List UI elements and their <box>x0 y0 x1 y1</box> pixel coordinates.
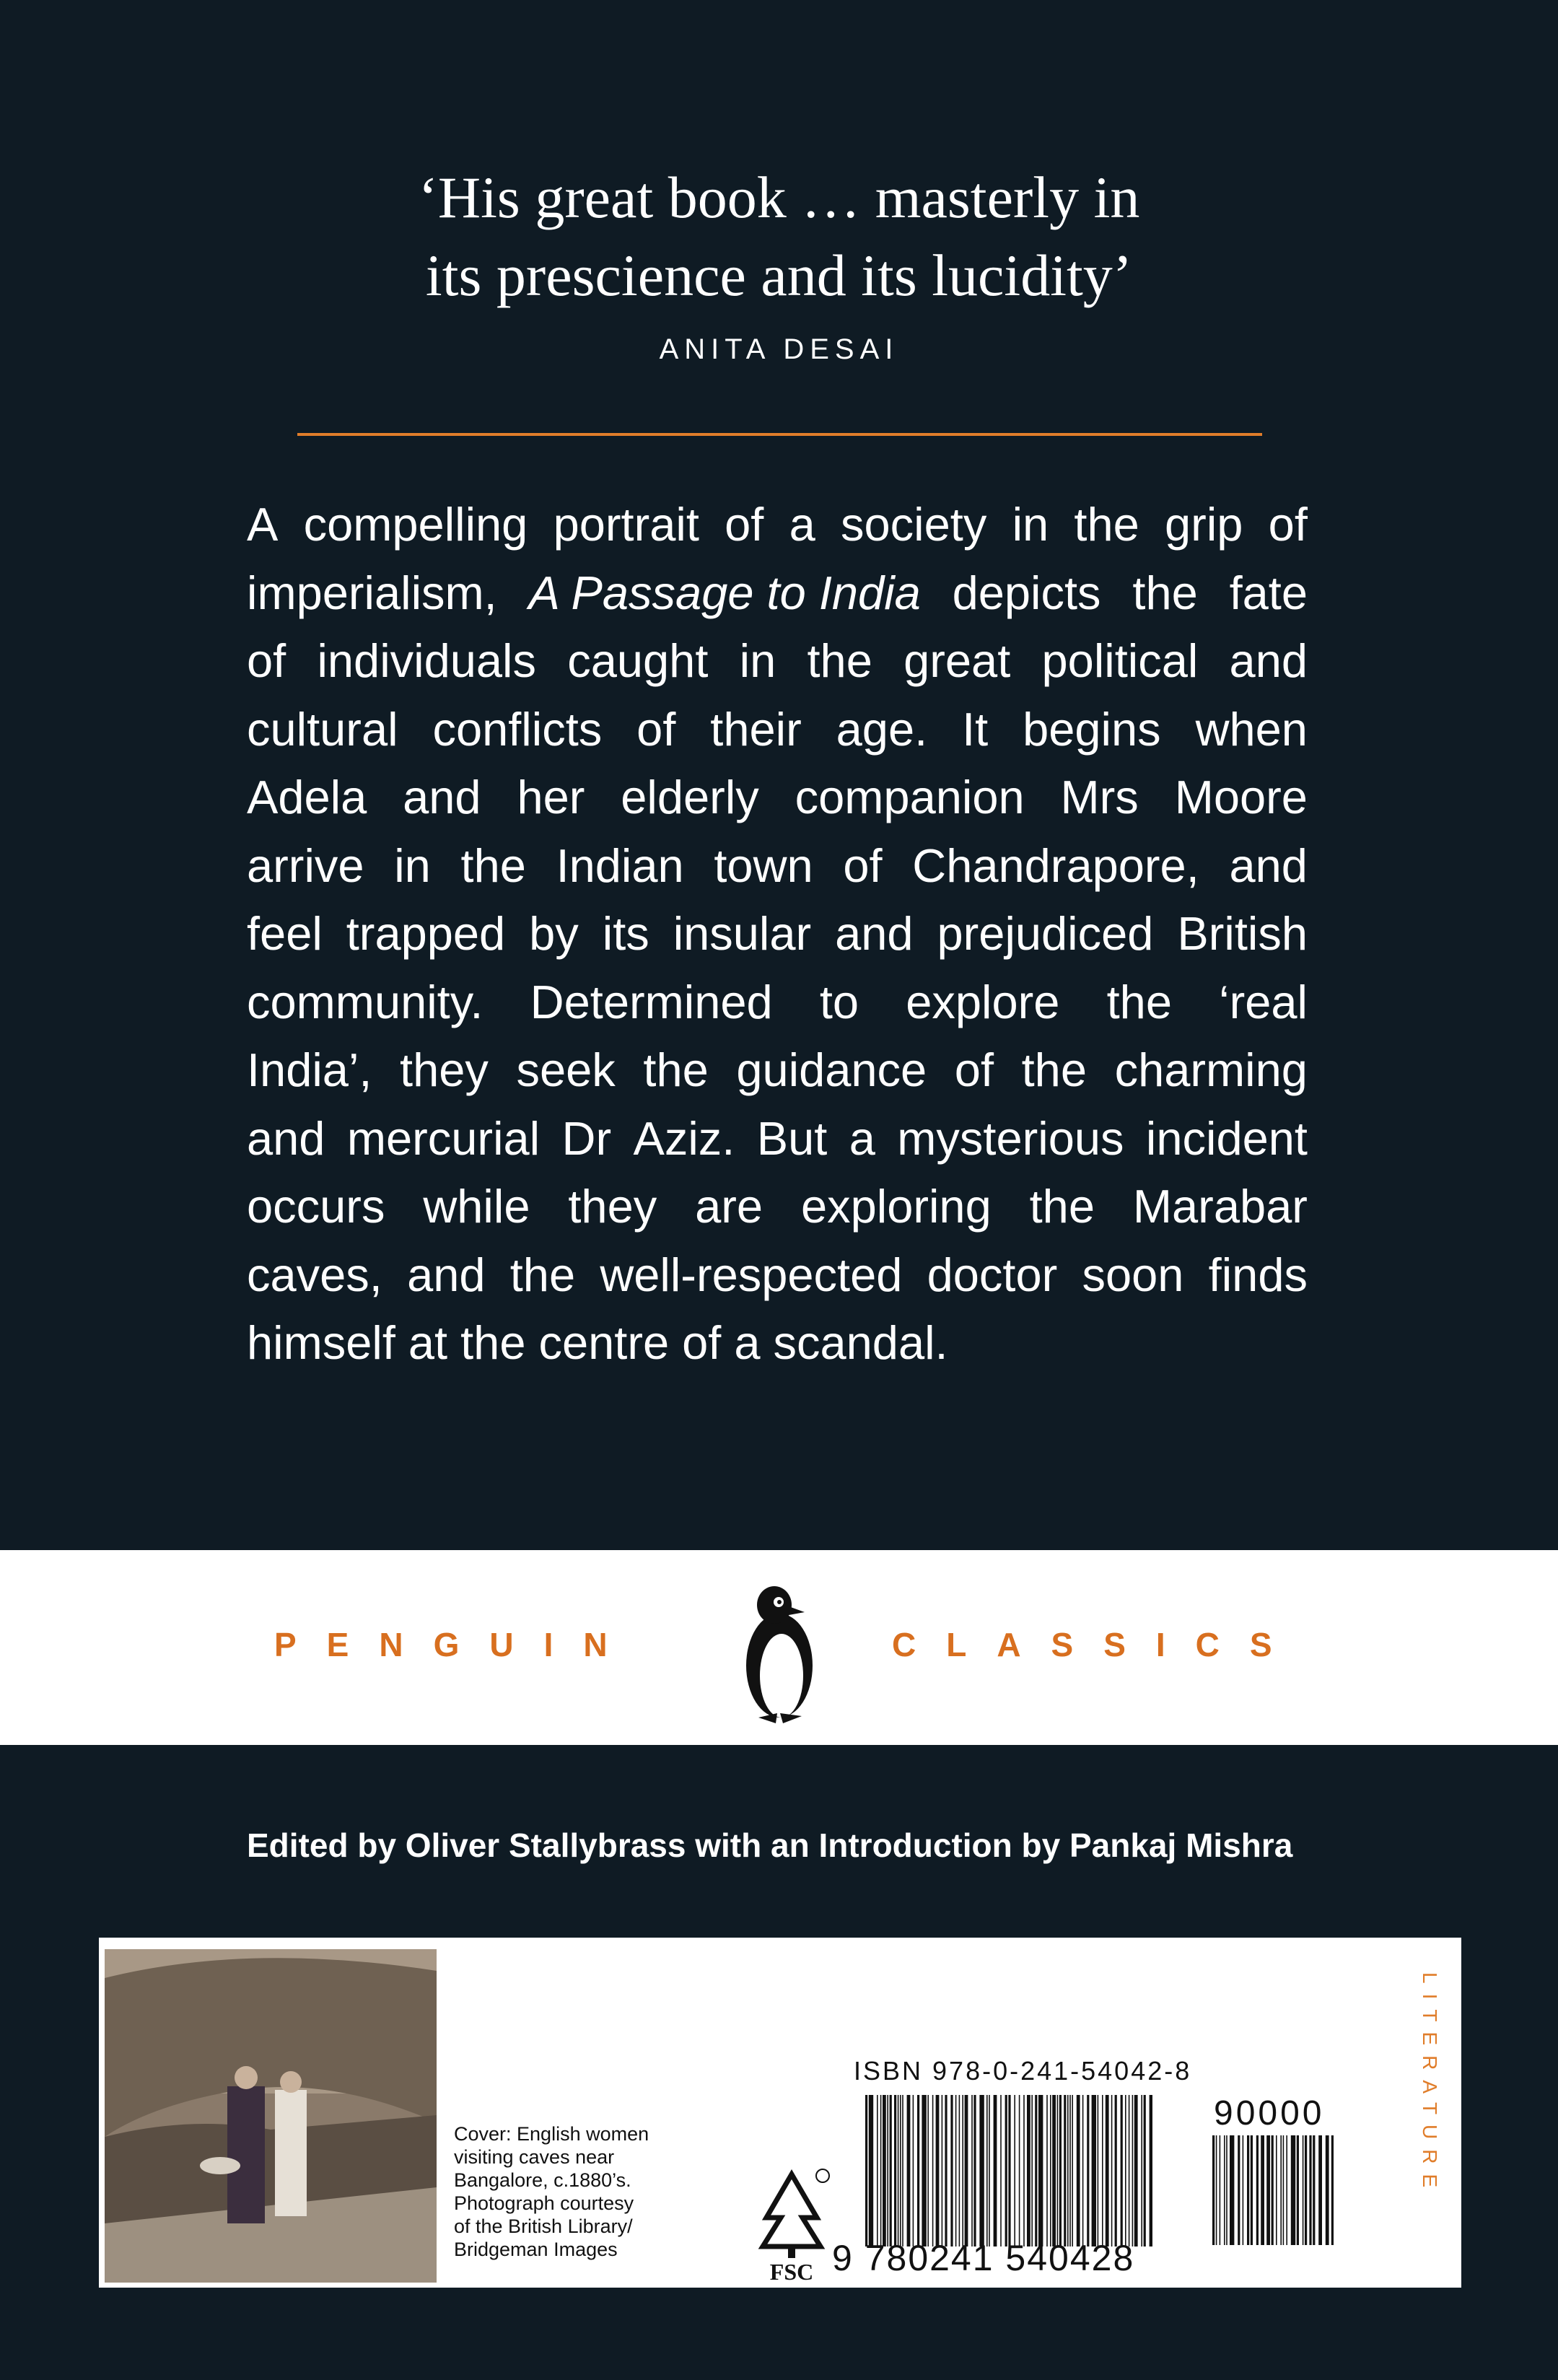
isbn-text: ISBN 978-0-241-54042-8 <box>854 2056 1192 2086</box>
barcode-bar <box>1023 2095 1025 2246</box>
penguin-icon <box>732 1580 826 1725</box>
barcode-bar <box>1305 2135 1307 2245</box>
blurb-word: caves, <box>247 1248 382 1301</box>
blurb-word: the <box>509 1248 576 1301</box>
cover-photo-thumbnail <box>105 1949 437 2283</box>
blurb-word: Indian <box>556 839 684 892</box>
barcode-bar <box>971 2095 973 2246</box>
blurb-line <box>247 559 1308 628</box>
credit-line: of the British Library/ <box>454 2215 633 2237</box>
quote-attribution: ANITA DESAI <box>659 333 899 365</box>
barcode-bar <box>994 2095 997 2246</box>
barcode-bar <box>942 2095 943 2246</box>
pull-quote <box>0 159 1558 315</box>
blurb-word: a <box>789 498 815 551</box>
blurb-word: elderly <box>621 771 759 823</box>
barcode-bar <box>894 2095 896 2246</box>
blurb-line <box>247 900 1308 968</box>
blurb-word: ‘real <box>1219 975 1308 1028</box>
barcode-bar <box>1072 2095 1073 2246</box>
blurb-word: and <box>407 1248 486 1301</box>
blurb-word: and <box>835 907 914 960</box>
blurb-word: in <box>394 839 431 892</box>
blurb-word: cultural <box>247 702 398 756</box>
barcode-bar <box>1038 2095 1043 2246</box>
barcode-bar <box>877 2095 878 2246</box>
blurb-word: a <box>734 1316 761 1369</box>
blurb-line <box>247 1036 1308 1105</box>
barcode-bar <box>1035 2095 1037 2246</box>
blurb-word: companion <box>795 771 1025 823</box>
barcode-bar <box>1212 2135 1215 2245</box>
barcode-bar <box>1046 2095 1048 2246</box>
price-barcode-image <box>1212 2135 1336 2245</box>
barcode-bar <box>1220 2135 1221 2245</box>
blurb-word: conflicts <box>432 702 603 756</box>
barcode-bar <box>898 2095 899 2246</box>
barcode-bar <box>1280 2135 1282 2245</box>
barcode-bar <box>1331 2135 1334 2245</box>
barcode-bar <box>1230 2135 1234 2245</box>
book-title: A Passage to India <box>528 566 921 619</box>
barcode-bar <box>913 2095 914 2246</box>
blurb-word: a <box>849 1111 875 1165</box>
barcode-bar <box>890 2095 892 2246</box>
blurb-word: town <box>714 839 813 892</box>
blurb-line <box>247 832 1308 901</box>
blurb-word: and <box>1229 839 1308 892</box>
barcode-bar <box>1283 2135 1285 2245</box>
barcode-bar <box>883 2095 886 2246</box>
barcode-bar <box>1297 2135 1299 2245</box>
barcode-bar <box>1057 2095 1059 2246</box>
blurb-word: mercurial <box>346 1111 541 1165</box>
blurb-word: the <box>1132 566 1198 619</box>
barcode-bar <box>1067 2095 1069 2246</box>
blurb-word: seek <box>516 1044 616 1096</box>
barcode-panel <box>99 1938 1461 2288</box>
blurb-word: when <box>1195 702 1308 756</box>
barcode-bar <box>1286 2135 1287 2245</box>
blurb-word: of <box>682 1316 722 1369</box>
blurb-word: Dr <box>561 1111 612 1165</box>
barcode-bar <box>1000 2095 1002 2246</box>
barcode-bar <box>973 2095 976 2246</box>
barcode-bar <box>1014 2095 1015 2246</box>
barcode-bar <box>1106 2095 1109 2246</box>
blurb-word: political <box>1041 634 1199 687</box>
blurb-word: It <box>962 702 989 756</box>
blurb-word: centre <box>538 1316 670 1369</box>
blurb-word: himself <box>247 1316 395 1369</box>
blurb-word: individuals <box>317 634 536 687</box>
barcode-bar <box>900 2095 901 2246</box>
blurb-word: in <box>1012 498 1049 551</box>
blurb-word: the <box>807 634 872 687</box>
blurb-word: Chandrapore, <box>912 839 1199 892</box>
barcode-bar <box>1098 2095 1099 2246</box>
blurb-word: they <box>568 1180 657 1233</box>
blurb-word: of <box>954 1044 994 1096</box>
blurb-word: depicts <box>952 566 1101 619</box>
barcode-bar <box>1050 2095 1051 2246</box>
barcode-bar <box>1129 2095 1130 2246</box>
blurb-word: prejudiced <box>937 907 1154 960</box>
blurb-word: feel <box>247 907 323 960</box>
barcode-bar <box>1125 2095 1126 2246</box>
barcode-bar <box>1059 2095 1062 2246</box>
blurb-word: explore <box>906 975 1060 1028</box>
barcode-bar <box>1019 2095 1020 2246</box>
barcode-bar <box>965 2095 968 2246</box>
blurb-word: grip <box>1165 498 1243 551</box>
blurb-word: society <box>841 498 987 551</box>
blurb-word: by <box>529 907 579 960</box>
barcode-bar <box>1238 2135 1240 2245</box>
barcode-bar <box>1141 2095 1142 2246</box>
brand-band <box>0 1550 1558 1745</box>
barcode-bar <box>1247 2135 1249 2245</box>
blurb-word: age. <box>836 702 928 756</box>
fsc-tree-icon <box>752 2167 831 2283</box>
blurb-word: in <box>739 634 776 687</box>
quote-line-1: ‘His great book … masterly in <box>418 165 1140 230</box>
barcode-bar <box>1082 2095 1084 2246</box>
brand-classics-word: CLASSICS <box>892 1626 1303 1663</box>
blurb-line <box>247 491 1308 559</box>
barcode-bar <box>979 2095 984 2246</box>
blurb-word: to <box>819 975 859 1028</box>
blurb-word: India’, <box>247 1044 372 1096</box>
barcode-bar <box>1132 2095 1134 2246</box>
barcode-bar <box>1031 2095 1033 2246</box>
blurb-word: imperialism, <box>247 566 497 619</box>
barcode-bar <box>1261 2135 1264 2245</box>
barcode-bar <box>922 2095 926 2246</box>
barcode-bar <box>927 2095 929 2246</box>
credit-line: Photograph courtesy <box>454 2192 634 2214</box>
barcode-bar <box>1102 2095 1103 2246</box>
barcode-bar <box>1313 2135 1315 2245</box>
blurb-line <box>247 1173 1308 1241</box>
blurb-word: compelling <box>303 498 528 551</box>
blurb-word: of <box>636 702 676 756</box>
blurb-word: her <box>517 771 585 823</box>
blurb-word: and <box>1229 634 1308 687</box>
barcode-bar <box>986 2095 988 2246</box>
blurb-line <box>247 1241 1308 1310</box>
quote-line-2: its prescience and its lucidity’ <box>425 242 1133 308</box>
blurb-word: they <box>400 1044 489 1096</box>
blurb-word: are <box>695 1180 763 1233</box>
blurb-word: trapped <box>346 907 506 960</box>
blurb-word: community. <box>247 975 483 1028</box>
blurb-word: Determined <box>530 975 773 1028</box>
barcode-bar <box>1008 2095 1010 2246</box>
barcode-bar <box>1077 2095 1080 2246</box>
barcode-bar <box>1115 2095 1117 2246</box>
blurb-word: the <box>1029 1180 1095 1233</box>
blurb-word: finds <box>1208 1248 1308 1301</box>
blurb-word: the <box>1074 498 1139 551</box>
blurb-word: soon <box>1082 1248 1184 1301</box>
blurb-line <box>247 1105 1308 1173</box>
barcode-bar <box>989 2095 990 2246</box>
blurb-word: scandal. <box>773 1316 948 1369</box>
divider-rule <box>297 433 1262 436</box>
blurb-word: guidance <box>736 1044 927 1096</box>
barcode-bar <box>865 2095 867 2246</box>
barcode-bar <box>1226 2135 1227 2245</box>
blurb-word: Marabar <box>1132 1180 1308 1233</box>
barcode-bar <box>1111 2095 1113 2246</box>
barcode-bar <box>955 2095 957 2246</box>
blurb-word: A <box>247 498 279 551</box>
blurb-word: at <box>408 1316 448 1369</box>
blurb-line <box>247 696 1308 764</box>
credit-line: Bridgeman Images <box>454 2239 618 2260</box>
blurb-word: Aziz. <box>633 1111 735 1165</box>
blurb-text <box>247 491 1308 1378</box>
barcode-bar <box>1087 2095 1089 2246</box>
barcode-bar <box>1052 2095 1056 2246</box>
credit-line: Cover: English women <box>454 2123 649 2145</box>
barcode-bar <box>1272 2135 1274 2245</box>
blurb-word: the <box>1021 1044 1087 1096</box>
barcode-bar <box>1251 2135 1253 2245</box>
barcode-bar <box>1291 2135 1295 2245</box>
barcode-bar <box>1216 2135 1217 2245</box>
blurb-word: its <box>602 907 649 960</box>
blurb-word: the <box>460 839 526 892</box>
blurb-line <box>247 764 1308 832</box>
barcode-bar <box>869 2095 873 2246</box>
blurb-word: while <box>423 1180 530 1233</box>
brand-penguin-word: PENGUIN <box>274 1626 638 1663</box>
blurb-word: mysterious <box>897 1111 1124 1165</box>
blurb-word: incident <box>1145 1111 1308 1165</box>
blurb-word: fate <box>1229 566 1308 619</box>
barcode-bar <box>1027 2095 1030 2246</box>
barcode-bar <box>1318 2135 1322 2245</box>
blurb-word: the <box>460 1316 526 1369</box>
blurb-word: of <box>843 839 883 892</box>
barcode-number: 9 780241 540428 <box>832 2238 1135 2278</box>
barcode-bar <box>1303 2135 1304 2245</box>
barcode-bar <box>936 2095 940 2246</box>
blurb-word: of <box>247 634 286 687</box>
barcode-bar <box>1150 2095 1152 2246</box>
blurb-word: and <box>403 771 481 823</box>
fsc-label: FSC <box>769 2259 814 2283</box>
barcode-bar <box>945 2095 947 2246</box>
blurb-word: well-respected <box>600 1248 903 1301</box>
blurb-line <box>247 1309 1308 1378</box>
blurb-word: caught <box>567 634 709 687</box>
blurb-word: the <box>1106 975 1172 1028</box>
blurb-word: and <box>247 1111 325 1165</box>
barcode-bar <box>1005 2095 1007 2246</box>
blurb-word: British <box>1177 907 1308 960</box>
barcode-bar <box>950 2095 953 2246</box>
barcode-bar <box>902 2095 903 2246</box>
editor-credit: Edited by Oliver Stallybrass with an Introduction by Pankaj Mishra <box>247 1826 1293 1864</box>
genre-label: LITERATURE <box>1419 1972 1441 2198</box>
barcode-bar <box>1121 2095 1123 2246</box>
blurb-word: portrait <box>553 498 699 551</box>
barcode-bar <box>962 2095 963 2246</box>
barcode-bar <box>959 2095 960 2246</box>
blurb-word: doctor <box>927 1248 1058 1301</box>
blurb-word: of <box>725 498 764 551</box>
barcode-bar <box>887 2095 888 2246</box>
blurb-word: occurs <box>247 1180 385 1233</box>
blurb-word: the <box>643 1044 709 1096</box>
credit-line: visiting caves near <box>454 2146 615 2168</box>
blurb-line <box>247 968 1308 1037</box>
barcode-bar <box>1243 2135 1244 2245</box>
blurb-word: Mrs <box>1060 771 1139 823</box>
barcode-bar <box>1092 2095 1096 2246</box>
blurb-word: begins <box>1023 702 1161 756</box>
barcode-bar <box>1224 2135 1225 2245</box>
blurb-word: exploring <box>800 1180 992 1233</box>
blurb-word: charming <box>1114 1044 1308 1096</box>
barcode-bar <box>1134 2095 1138 2246</box>
blurb-word: insular <box>673 907 812 960</box>
barcode-bar <box>1069 2095 1071 2246</box>
barcode-bar <box>1326 2135 1329 2245</box>
barcode-bar <box>1144 2095 1146 2246</box>
barcode-bar <box>1309 2135 1311 2245</box>
barcode-bar <box>932 2095 934 2246</box>
barcode-bar <box>917 2095 919 2246</box>
barcode-bar <box>1276 2135 1277 2245</box>
barcode-bar <box>1256 2135 1259 2245</box>
barcode-bar <box>907 2095 911 2246</box>
barcode-bar <box>880 2095 882 2246</box>
blurb-word: Moore <box>1174 771 1308 823</box>
blurb-word: their <box>710 702 802 756</box>
price-code: 90000 <box>1214 2094 1325 2132</box>
cover-credit <box>454 2122 670 2261</box>
barcode-bar <box>1266 2135 1270 2245</box>
blurb-word: Adela <box>247 771 367 823</box>
blurb-word: But <box>756 1111 828 1165</box>
credit-line: Bangalore, c.1880’s. <box>454 2169 631 2191</box>
blurb-line <box>247 627 1308 696</box>
barcode-bar <box>1064 2095 1066 2246</box>
blurb-word: great <box>903 634 1011 687</box>
blurb-word: of <box>1268 498 1308 551</box>
blurb-word: arrive <box>247 839 364 892</box>
barcode-image <box>865 2095 1152 2246</box>
